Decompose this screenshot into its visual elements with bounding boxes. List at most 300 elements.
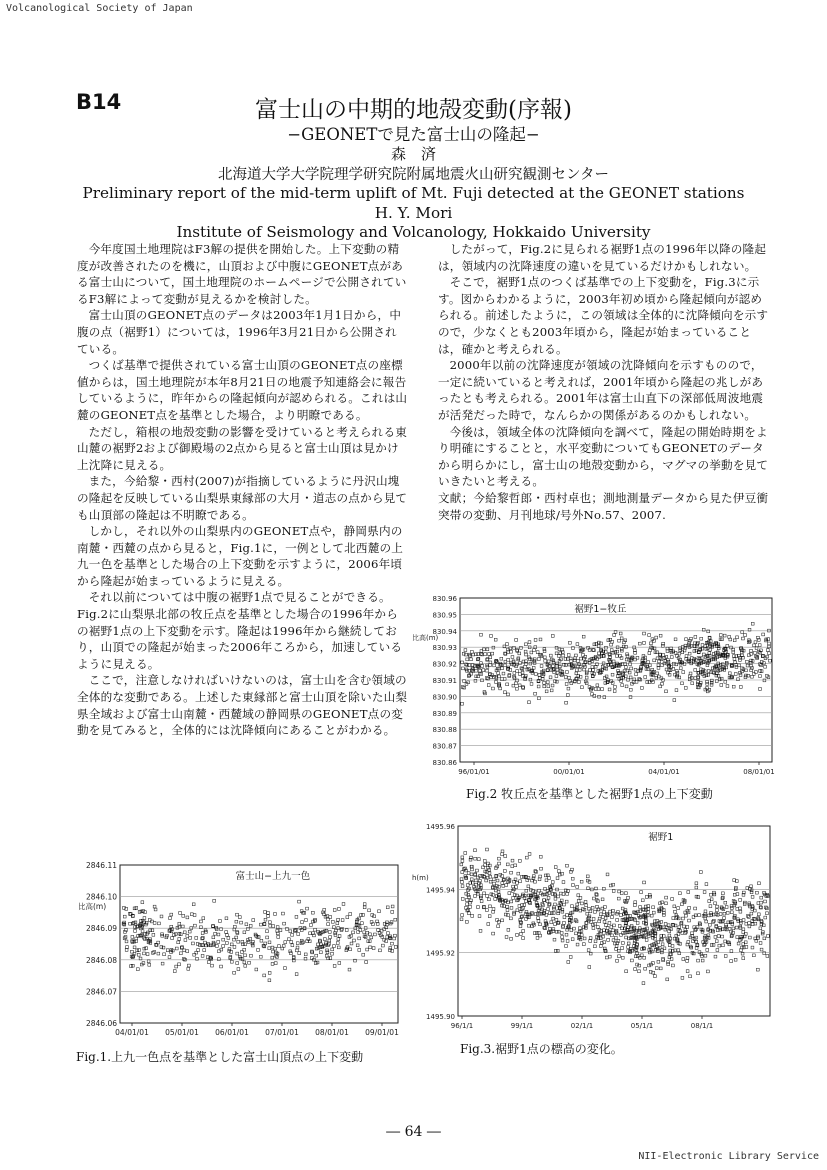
data-point bbox=[540, 867, 543, 870]
data-point bbox=[217, 941, 220, 944]
data-point bbox=[576, 885, 579, 888]
data-point bbox=[565, 701, 568, 704]
data-point bbox=[588, 966, 591, 969]
paragraph: また，今給黎・西村(2007)が指摘しているように丹沢山塊の隆起を反映している山梨県東縁部の大月・道志の点から見ても山頂部の隆起は不明瞭である。 bbox=[77, 474, 408, 522]
data-point bbox=[739, 949, 742, 952]
data-point bbox=[629, 663, 632, 666]
data-point bbox=[639, 678, 642, 681]
data-point bbox=[733, 893, 736, 896]
data-point bbox=[511, 656, 514, 659]
data-point bbox=[489, 880, 492, 883]
data-point bbox=[306, 907, 309, 910]
data-point bbox=[581, 902, 584, 905]
data-point bbox=[125, 929, 128, 932]
data-point bbox=[647, 910, 650, 913]
chart-title: 裾野1−牧丘 bbox=[574, 604, 627, 615]
y-tick-label: 830.91 bbox=[432, 677, 457, 685]
data-point bbox=[342, 903, 345, 906]
data-point bbox=[502, 879, 505, 882]
data-point bbox=[596, 684, 599, 687]
data-point bbox=[316, 961, 319, 964]
data-point bbox=[537, 931, 540, 934]
data-point bbox=[527, 656, 530, 659]
data-point bbox=[333, 945, 336, 948]
data-point bbox=[738, 659, 741, 662]
data-point bbox=[763, 891, 766, 894]
data-point bbox=[760, 896, 763, 899]
paragraph: ただし，箱根の地殻変動の影響を受けていると考えられる東山麓の裾野2および御殿場の2点から見ると富士山頂は見かけ上沈降に見える。 bbox=[77, 424, 408, 472]
data-point bbox=[461, 667, 464, 670]
data-point bbox=[559, 669, 562, 672]
data-point bbox=[236, 962, 239, 965]
data-point bbox=[471, 868, 474, 871]
data-point bbox=[669, 937, 672, 940]
data-point bbox=[177, 941, 180, 944]
data-point bbox=[257, 948, 260, 951]
data-point bbox=[290, 941, 293, 944]
data-point bbox=[141, 901, 144, 904]
data-point bbox=[460, 863, 463, 866]
data-point bbox=[685, 638, 688, 641]
data-point bbox=[369, 946, 372, 949]
data-point bbox=[745, 922, 748, 925]
data-point bbox=[173, 970, 176, 973]
y-tick-label: 830.94 bbox=[432, 627, 457, 636]
figure-2-chart bbox=[410, 590, 780, 780]
data-point bbox=[629, 688, 632, 691]
data-point bbox=[703, 944, 706, 947]
data-point bbox=[728, 635, 731, 638]
data-point bbox=[518, 684, 521, 687]
data-point bbox=[269, 924, 272, 927]
data-point bbox=[470, 878, 473, 881]
data-point bbox=[757, 913, 760, 916]
data-point bbox=[161, 962, 164, 965]
data-point bbox=[525, 856, 528, 859]
data-point bbox=[160, 915, 163, 918]
data-point bbox=[557, 930, 560, 933]
data-point bbox=[157, 952, 160, 955]
data-point bbox=[537, 658, 540, 661]
data-point bbox=[625, 936, 628, 939]
data-point bbox=[748, 922, 751, 925]
data-point bbox=[694, 907, 697, 910]
data-point bbox=[259, 923, 262, 926]
paragraph: 今後は，領域全体の沈降傾向を調べて，隆起の開始時期をより明確にすることと，水平変動についてもGEONETのデータから明らかにし，富士山の地殻変動から，マグマの挙動を見ていきたいと考える。 bbox=[438, 424, 769, 489]
data-point bbox=[378, 910, 381, 913]
data-point bbox=[684, 686, 687, 689]
data-point bbox=[178, 963, 181, 966]
data-point bbox=[712, 657, 715, 660]
data-point bbox=[666, 978, 669, 981]
data-point bbox=[295, 949, 298, 952]
data-point bbox=[168, 956, 171, 959]
data-point bbox=[550, 921, 553, 924]
data-point bbox=[238, 916, 241, 919]
data-point bbox=[490, 635, 493, 638]
data-point bbox=[733, 658, 736, 661]
data-point bbox=[639, 906, 642, 909]
data-point bbox=[391, 910, 394, 913]
data-point bbox=[213, 899, 216, 902]
data-point bbox=[617, 897, 620, 900]
data-point bbox=[751, 923, 754, 926]
data-point bbox=[144, 911, 147, 914]
data-point bbox=[598, 652, 601, 655]
data-point bbox=[301, 921, 304, 924]
data-point bbox=[192, 903, 195, 906]
data-point bbox=[136, 968, 139, 971]
data-point bbox=[652, 906, 655, 909]
data-point bbox=[735, 666, 738, 669]
data-point bbox=[687, 891, 690, 894]
data-point bbox=[717, 935, 720, 938]
x-tick-label: 96/1/1 bbox=[450, 1022, 474, 1030]
data-point bbox=[507, 658, 510, 661]
data-point bbox=[723, 912, 726, 915]
data-point bbox=[186, 950, 189, 953]
data-point bbox=[461, 897, 464, 900]
y-tick-label: 2846.10 bbox=[85, 892, 117, 902]
data-point bbox=[297, 933, 300, 936]
data-point bbox=[661, 943, 664, 946]
figure-3-caption: Fig.3.裾野1点の標高の変化。 bbox=[460, 1042, 623, 1056]
data-point bbox=[268, 971, 271, 974]
data-point bbox=[487, 923, 490, 926]
data-point bbox=[465, 920, 468, 923]
data-point bbox=[492, 932, 495, 935]
data-point bbox=[703, 660, 706, 663]
data-point bbox=[461, 856, 464, 859]
data-point bbox=[184, 939, 187, 942]
data-point bbox=[539, 855, 542, 858]
data-point bbox=[701, 644, 704, 647]
data-point bbox=[298, 900, 301, 903]
data-point bbox=[747, 915, 750, 918]
data-point bbox=[597, 688, 600, 691]
data-point bbox=[547, 660, 550, 663]
data-point bbox=[730, 911, 733, 914]
data-point bbox=[491, 687, 494, 690]
data-point bbox=[494, 898, 497, 901]
data-point bbox=[587, 907, 590, 910]
y-tick-label: 2846.07 bbox=[85, 987, 117, 997]
data-point bbox=[315, 947, 318, 950]
data-point bbox=[171, 937, 174, 940]
data-point bbox=[245, 923, 248, 926]
data-point bbox=[507, 928, 510, 931]
data-point bbox=[551, 881, 554, 884]
data-point bbox=[612, 890, 615, 893]
data-point bbox=[220, 965, 223, 968]
data-point bbox=[487, 862, 490, 865]
data-point bbox=[514, 864, 517, 867]
data-point bbox=[630, 667, 633, 670]
data-point bbox=[555, 646, 558, 649]
data-point bbox=[519, 933, 522, 936]
data-point bbox=[333, 964, 336, 967]
data-point bbox=[602, 929, 605, 932]
data-point bbox=[677, 907, 680, 910]
data-point bbox=[584, 680, 587, 683]
data-point bbox=[685, 914, 688, 917]
data-point bbox=[527, 885, 530, 888]
data-point bbox=[710, 683, 713, 686]
data-point bbox=[485, 879, 488, 882]
figure-2-caption: Fig.2 牧丘点を基準とした裾野1点の上下変動 bbox=[466, 787, 713, 801]
data-point bbox=[566, 694, 569, 697]
data-point bbox=[627, 942, 630, 945]
data-point bbox=[175, 965, 178, 968]
data-point bbox=[611, 673, 614, 676]
data-point bbox=[714, 955, 717, 958]
data-point bbox=[704, 954, 707, 957]
data-point bbox=[606, 873, 609, 876]
paragraph: しかし，それ以外の山梨県内のGEONET点や，静岡県内の南麓・西麓の点から見ると，Fig.1に，一例として北西麓の上九一色を基準とした場合の上下変動を示すように，2006年頃から隆起が始まっているように見える。 bbox=[77, 524, 404, 588]
data-point bbox=[217, 958, 220, 961]
data-point bbox=[230, 960, 233, 963]
data-point bbox=[148, 963, 151, 966]
data-point bbox=[582, 943, 585, 946]
data-point bbox=[665, 902, 668, 905]
data-point bbox=[739, 907, 742, 910]
data-point bbox=[582, 635, 585, 638]
data-point bbox=[692, 916, 695, 919]
data-point bbox=[510, 871, 513, 874]
data-point bbox=[686, 970, 689, 973]
data-point bbox=[358, 949, 361, 952]
data-point bbox=[657, 960, 660, 963]
data-point bbox=[704, 910, 707, 913]
data-point bbox=[605, 924, 608, 927]
y-tick-label: 1495.96 bbox=[426, 823, 455, 831]
data-point bbox=[579, 897, 582, 900]
data-point bbox=[510, 650, 513, 653]
page-number: ― 64 ― bbox=[386, 1124, 441, 1140]
data-point bbox=[528, 701, 531, 704]
data-point bbox=[225, 942, 228, 945]
data-point bbox=[645, 895, 648, 898]
data-point bbox=[585, 682, 588, 685]
data-point bbox=[569, 956, 572, 959]
data-point bbox=[131, 935, 134, 938]
data-point bbox=[697, 959, 700, 962]
data-point bbox=[486, 648, 489, 651]
data-point bbox=[337, 946, 340, 949]
data-point bbox=[554, 949, 557, 952]
data-point bbox=[654, 923, 657, 926]
data-point bbox=[759, 927, 762, 930]
data-point bbox=[363, 931, 366, 934]
data-point bbox=[750, 912, 753, 915]
data-point bbox=[537, 917, 540, 920]
data-point bbox=[562, 881, 565, 884]
data-point bbox=[502, 672, 505, 675]
data-point bbox=[284, 967, 287, 970]
data-point bbox=[742, 919, 745, 922]
data-point bbox=[659, 634, 662, 637]
data-point bbox=[712, 919, 715, 922]
data-point bbox=[667, 660, 670, 663]
data-point bbox=[607, 938, 610, 941]
data-point bbox=[735, 926, 738, 929]
data-point bbox=[214, 932, 217, 935]
data-point bbox=[636, 963, 639, 966]
data-point bbox=[502, 884, 505, 887]
data-point bbox=[552, 912, 555, 915]
data-point bbox=[551, 893, 554, 896]
data-point bbox=[587, 949, 590, 952]
x-tick-label: 05/1/1 bbox=[630, 1022, 654, 1030]
data-point bbox=[670, 656, 673, 659]
data-point bbox=[370, 936, 373, 939]
data-point bbox=[575, 932, 578, 935]
data-point bbox=[583, 668, 586, 671]
data-point bbox=[497, 890, 500, 893]
data-point bbox=[483, 905, 486, 908]
data-point bbox=[544, 920, 547, 923]
y-tick-label: 830.87 bbox=[432, 742, 457, 751]
data-point bbox=[684, 911, 687, 914]
data-point bbox=[666, 937, 669, 940]
data-point bbox=[686, 926, 689, 929]
data-point bbox=[393, 934, 396, 937]
data-point bbox=[259, 955, 262, 958]
data-point bbox=[602, 887, 605, 890]
data-point bbox=[645, 938, 648, 941]
data-point bbox=[627, 896, 630, 899]
data-point bbox=[534, 880, 537, 883]
data-point bbox=[571, 911, 574, 914]
data-point bbox=[604, 917, 607, 920]
data-point bbox=[466, 909, 469, 912]
data-point bbox=[689, 672, 692, 675]
data-point bbox=[195, 936, 198, 939]
data-point bbox=[753, 651, 756, 654]
data-point bbox=[718, 655, 721, 658]
data-point bbox=[688, 906, 691, 909]
data-point bbox=[521, 915, 524, 918]
data-point bbox=[736, 908, 739, 911]
data-point bbox=[593, 897, 596, 900]
data-point bbox=[250, 954, 253, 957]
data-point bbox=[615, 654, 618, 657]
title-ja: 富士山の中期的地殻変動(序報) bbox=[255, 97, 572, 123]
data-point bbox=[760, 948, 763, 951]
title-en: Preliminary report of the mid-term uplift of Mt. Fuji detected at the GEONET stations bbox=[82, 184, 745, 202]
data-point bbox=[550, 912, 553, 915]
data-point bbox=[243, 931, 246, 934]
data-point bbox=[549, 676, 552, 679]
data-point bbox=[694, 635, 697, 638]
data-point bbox=[491, 652, 494, 655]
data-point bbox=[563, 903, 566, 906]
data-point bbox=[665, 690, 668, 693]
data-point bbox=[562, 654, 565, 657]
data-point bbox=[487, 684, 490, 687]
data-point bbox=[236, 913, 239, 916]
data-point bbox=[759, 688, 762, 691]
data-point bbox=[492, 910, 495, 913]
data-point bbox=[153, 922, 156, 925]
data-point bbox=[520, 667, 523, 670]
data-point bbox=[474, 873, 477, 876]
data-point bbox=[594, 687, 597, 690]
data-point bbox=[763, 952, 766, 955]
data-point bbox=[489, 656, 492, 659]
data-point bbox=[583, 937, 586, 940]
data-point bbox=[711, 667, 714, 670]
data-point bbox=[289, 930, 292, 933]
data-point bbox=[574, 654, 577, 657]
data-point bbox=[248, 961, 251, 964]
data-point bbox=[625, 658, 628, 661]
data-point bbox=[243, 961, 246, 964]
data-point bbox=[525, 889, 528, 892]
data-point bbox=[706, 949, 709, 952]
data-point bbox=[510, 900, 513, 903]
data-point bbox=[296, 942, 299, 945]
data-point bbox=[629, 696, 632, 699]
figure-1-chart bbox=[70, 855, 410, 1045]
data-point bbox=[576, 643, 579, 646]
data-point bbox=[516, 909, 519, 912]
data-point bbox=[710, 681, 713, 684]
data-point bbox=[387, 932, 390, 935]
data-point bbox=[212, 936, 215, 939]
data-point bbox=[492, 908, 495, 911]
data-point bbox=[661, 901, 664, 904]
data-point bbox=[468, 664, 471, 667]
data-point bbox=[338, 907, 341, 910]
data-point bbox=[467, 912, 470, 915]
data-point bbox=[527, 924, 530, 927]
data-point bbox=[123, 923, 126, 926]
data-point bbox=[235, 920, 238, 923]
data-point bbox=[603, 920, 606, 923]
data-point bbox=[613, 685, 616, 688]
paragraph: そこで，裾野1点のつくば基準での上下変動を，Fig.3に示す。図からわかるように，2003年初め頃から隆起傾向が認められる。前述したように，この領域は全体的に沈降傾向を示すので，少なくとも2003年頃から，隆起が始まっていることは，確かと考えられる。 bbox=[438, 275, 769, 356]
data-point bbox=[673, 905, 676, 908]
data-point bbox=[264, 918, 267, 921]
data-point bbox=[643, 881, 646, 884]
data-point bbox=[746, 660, 749, 663]
data-point bbox=[670, 651, 673, 654]
data-point bbox=[296, 946, 299, 949]
data-point bbox=[336, 942, 339, 945]
y-tick-label: 830.86 bbox=[432, 759, 457, 767]
data-point bbox=[766, 955, 769, 958]
data-point bbox=[233, 971, 236, 974]
data-point bbox=[461, 702, 464, 705]
data-point bbox=[346, 916, 349, 919]
data-point bbox=[338, 962, 341, 965]
data-point bbox=[521, 671, 524, 674]
data-point bbox=[748, 925, 751, 928]
data-point bbox=[625, 685, 628, 688]
data-point bbox=[204, 941, 207, 944]
data-point bbox=[333, 909, 336, 912]
data-point bbox=[233, 925, 236, 928]
data-point bbox=[663, 656, 666, 659]
data-point bbox=[558, 648, 561, 651]
data-point bbox=[240, 921, 243, 924]
data-point bbox=[688, 652, 691, 655]
data-point bbox=[653, 659, 656, 662]
data-point bbox=[648, 652, 651, 655]
data-point bbox=[585, 904, 588, 907]
data-point bbox=[540, 665, 543, 668]
